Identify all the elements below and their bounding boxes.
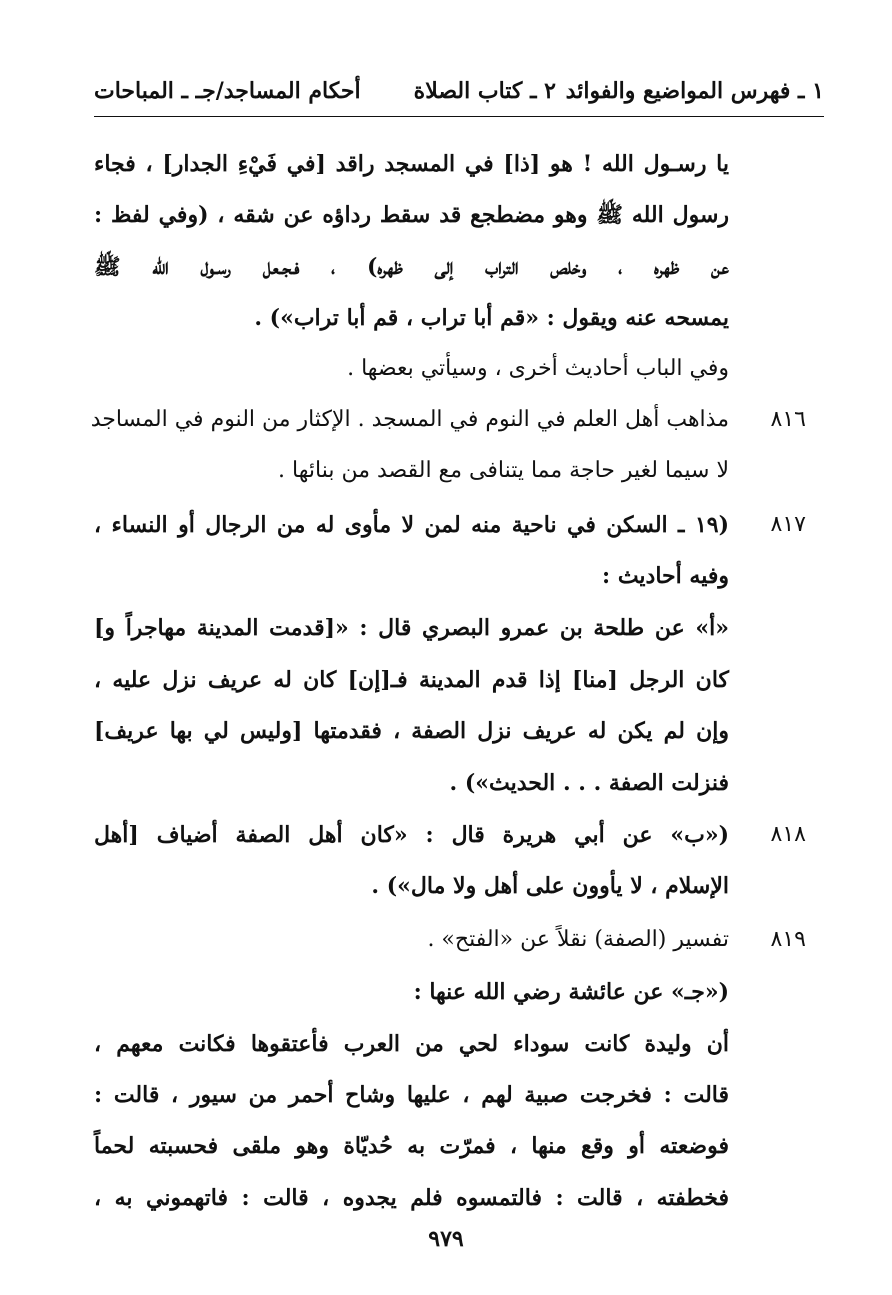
text-line: عن ظهره ، وخلص التراب إلى ظهره) ، فـجـعل رسـول الله ﷺ	[94, 254, 729, 280]
text-line: («ب» عن أبي هريرة قال : «كان أهل الصفة أضياف [أهل	[94, 822, 729, 848]
header-book-title: ٢ ـ كتاب الصلاة	[413, 78, 556, 104]
text-line: الإسلام ، لا يأوون على أهل ولا مال») .	[371, 873, 729, 899]
text-line: فخطفته ، قالت : فالتمسوه فلم يجدوه ، قالت : فاتهموني به ،	[94, 1185, 729, 1211]
text-line: لا سيما لغير حاجة مما يتنافى مع القصد من بنائها .	[278, 458, 729, 483]
text-line: أن وليدة كانت سوداء لحي من العرب فأعتقوها فكانت معهم ،	[94, 1031, 729, 1057]
text-line: (١٩ ـ السكن في ناحية منه لمن لا مأوى له من الرجال أو النساء ،	[94, 512, 729, 538]
page-number: ٩٧٩	[428, 1226, 464, 1252]
entry-number: ٨١٨	[770, 822, 806, 847]
header-index-title: ١ ـ فهرس المواضيع والفوائد	[565, 78, 824, 104]
text-line: «أ» عن طلحة بن عمرو البصري قال : «[قدمت المدينة مهاجراً و]	[94, 615, 729, 641]
text-line: وإن لم يكن له عريف نزل الصفة ، فقدمتها [وليس لي بها عريف]	[94, 718, 729, 744]
text-line: قالت : فخرجت صبية لهم ، عليها وشاح أحمر من سيور ، قالت :	[94, 1082, 729, 1108]
text-line: وفي الباب أحاديث أخرى ، وسيأتي بعضها .	[347, 356, 729, 381]
text-line: يا رسـول الله ! هو [ذا] في المسجد راقد [في فَيْءِ الجدار] ، فجاء	[94, 151, 729, 177]
text-line: كان الرجل [منا] إذا قدم المدينة فـ[إن] كان له عريف نزل عليه ،	[94, 667, 729, 693]
text-line: وفيه أحاديث :	[602, 563, 729, 589]
running-header	[94, 78, 824, 114]
header-rule	[94, 116, 824, 117]
text-line: فوضعته أو وقع منها ، فمرّت به حُديّاة وهو ملقى فحسبته لحماً	[94, 1133, 729, 1159]
text-line: رسول الله ﷺ وهو مضطجع قد سقط رداؤه عن شقه ، (وفي لفظ :	[94, 202, 729, 228]
text-line: تفسير (الصفة) نقلاً عن «الفتح» .	[427, 927, 729, 952]
text-line: مذاهب أهل العلم في النوم في المسجد . الإكثار من النوم في المساجد	[90, 407, 729, 432]
text-line: فنزلت الصفة . . . الحديث») .	[449, 770, 729, 796]
entry-number: ٨١٧	[770, 512, 806, 537]
text-line: يمسحه عنه ويقول : «قم أبا تراب ، قم أبا تراب») .	[254, 305, 729, 331]
text-line: («جـ» عن عائشة رضي الله عنها :	[413, 979, 729, 1005]
entry-number: ٨١٩	[770, 927, 806, 952]
entry-number: ٨١٦	[770, 407, 806, 432]
header-section-title: أحكام المساجد/جـ ـ المباحات	[94, 78, 361, 104]
